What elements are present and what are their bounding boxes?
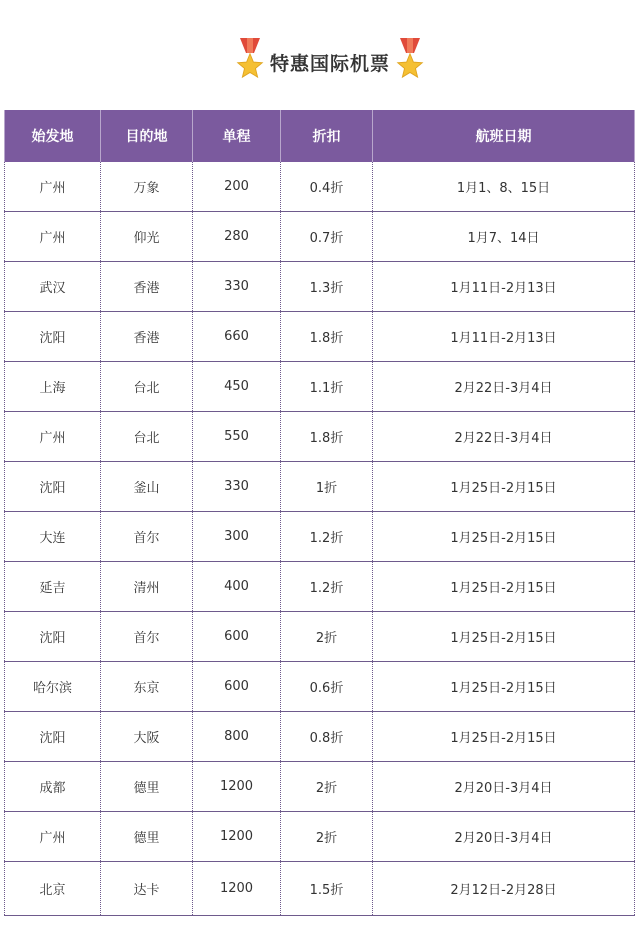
cell-origin: 成都: [5, 762, 101, 812]
table-row: [5, 662, 635, 712]
cell-destination: 达卡: [101, 862, 193, 916]
cell-one-way-price: 330: [193, 462, 281, 512]
cell-discount: 1.5折: [281, 862, 373, 916]
table-row: [5, 462, 635, 512]
cell-flight-dates: 1月25日-2月15日: [373, 712, 635, 762]
cell-origin: 广州: [5, 412, 101, 462]
cell-flight-dates: 1月7、14日: [373, 212, 635, 262]
cell-destination: 清州: [101, 562, 193, 612]
table-row: [5, 862, 635, 916]
cell-one-way-price: 400: [193, 562, 281, 612]
table-row: [5, 612, 635, 662]
cell-origin: 上海: [5, 362, 101, 412]
cell-discount: 1.2折: [281, 562, 373, 612]
cell-flight-dates: 1月25日-2月15日: [373, 612, 635, 662]
table-row: [5, 812, 635, 862]
column-header-discount: 折扣: [281, 110, 373, 162]
column-header-destination: 目的地: [101, 110, 193, 162]
cell-destination: 香港: [101, 262, 193, 312]
column-header-one-way-price: 单程: [193, 110, 281, 162]
cell-one-way-price: 280: [193, 212, 281, 262]
cell-discount: 2折: [281, 612, 373, 662]
cell-discount: 0.6折: [281, 662, 373, 712]
cell-flight-dates: 2月22日-3月4日: [373, 362, 635, 412]
cell-origin: 沈阳: [5, 462, 101, 512]
cell-origin: 广州: [5, 162, 101, 212]
table-row: [5, 212, 635, 262]
cell-discount: 0.4折: [281, 162, 373, 212]
cell-discount: 0.8折: [281, 712, 373, 762]
cell-destination: 台北: [101, 412, 193, 462]
cell-destination: 仰光: [101, 212, 193, 262]
cell-flight-dates: 1月25日-2月15日: [373, 562, 635, 612]
table-row: [5, 762, 635, 812]
cell-destination: 首尔: [101, 512, 193, 562]
medal-star-icon: [396, 38, 424, 82]
cell-one-way-price: 450: [193, 362, 281, 412]
cell-one-way-price: 1200: [193, 812, 281, 862]
cell-discount: 2折: [281, 812, 373, 862]
cell-origin: 大连: [5, 512, 101, 562]
cell-flight-dates: 1月25日-2月15日: [373, 512, 635, 562]
table-row: [5, 512, 635, 562]
cell-flight-dates: 2月20日-3月4日: [373, 812, 635, 862]
cell-flight-dates: 2月22日-3月4日: [373, 412, 635, 462]
cell-destination: 釜山: [101, 462, 193, 512]
fare-table: [4, 110, 635, 916]
cell-one-way-price: 200: [193, 162, 281, 212]
cell-flight-dates: 1月11日-2月13日: [373, 312, 635, 362]
cell-destination: 万象: [101, 162, 193, 212]
table-body: [5, 162, 635, 916]
cell-one-way-price: 550: [193, 412, 281, 462]
cell-destination: 香港: [101, 312, 193, 362]
cell-discount: 0.7折: [281, 212, 373, 262]
cell-origin: 武汉: [5, 262, 101, 312]
cell-origin: 北京: [5, 862, 101, 916]
cell-destination: 台北: [101, 362, 193, 412]
cell-discount: 1.3折: [281, 262, 373, 312]
cell-discount: 2折: [281, 762, 373, 812]
cell-origin: 沈阳: [5, 312, 101, 362]
cell-destination: 首尔: [101, 612, 193, 662]
cell-flight-dates: 2月20日-3月4日: [373, 762, 635, 812]
cell-one-way-price: 660: [193, 312, 281, 362]
table-header-row: [5, 110, 635, 162]
cell-origin: 广州: [5, 212, 101, 262]
cell-discount: 1折: [281, 462, 373, 512]
cell-flight-dates: 1月11日-2月13日: [373, 262, 635, 312]
cell-discount: 1.2折: [281, 512, 373, 562]
cell-discount: 1.8折: [281, 412, 373, 462]
cell-origin: 沈阳: [5, 612, 101, 662]
cell-destination: 德里: [101, 812, 193, 862]
cell-flight-dates: 1月1、8、15日: [373, 162, 635, 212]
cell-destination: 东京: [101, 662, 193, 712]
cell-one-way-price: 800: [193, 712, 281, 762]
cell-discount: 1.1折: [281, 362, 373, 412]
cell-origin: 沈阳: [5, 712, 101, 762]
cell-one-way-price: 300: [193, 512, 281, 562]
column-header-origin: 始发地: [5, 110, 101, 162]
cell-discount: 1.8折: [281, 312, 373, 362]
table-row: [5, 362, 635, 412]
cell-origin: 延吉: [5, 562, 101, 612]
table-row: [5, 412, 635, 462]
cell-one-way-price: 600: [193, 662, 281, 712]
page-title: 特惠国际机票: [270, 53, 391, 75]
table-row: [5, 712, 635, 762]
column-header-flight-dates: 航班日期: [373, 110, 635, 162]
cell-one-way-price: 1200: [193, 762, 281, 812]
table-row: [5, 562, 635, 612]
cell-destination: 德里: [101, 762, 193, 812]
cell-one-way-price: 330: [193, 262, 281, 312]
cell-origin: 广州: [5, 812, 101, 862]
cell-origin: 哈尔滨: [5, 662, 101, 712]
title-bar: [0, 0, 640, 108]
medal-star-icon: [236, 38, 264, 82]
table-row: [5, 262, 635, 312]
cell-one-way-price: 1200: [193, 862, 281, 916]
cell-one-way-price: 600: [193, 612, 281, 662]
cell-flight-dates: 1月25日-2月15日: [373, 662, 635, 712]
table-row: [5, 162, 635, 212]
cell-destination: 大阪: [101, 712, 193, 762]
title-group: [236, 38, 424, 82]
cell-flight-dates: 1月25日-2月15日: [373, 462, 635, 512]
cell-flight-dates: 2月12日-2月28日: [373, 862, 635, 916]
table-row: [5, 312, 635, 362]
